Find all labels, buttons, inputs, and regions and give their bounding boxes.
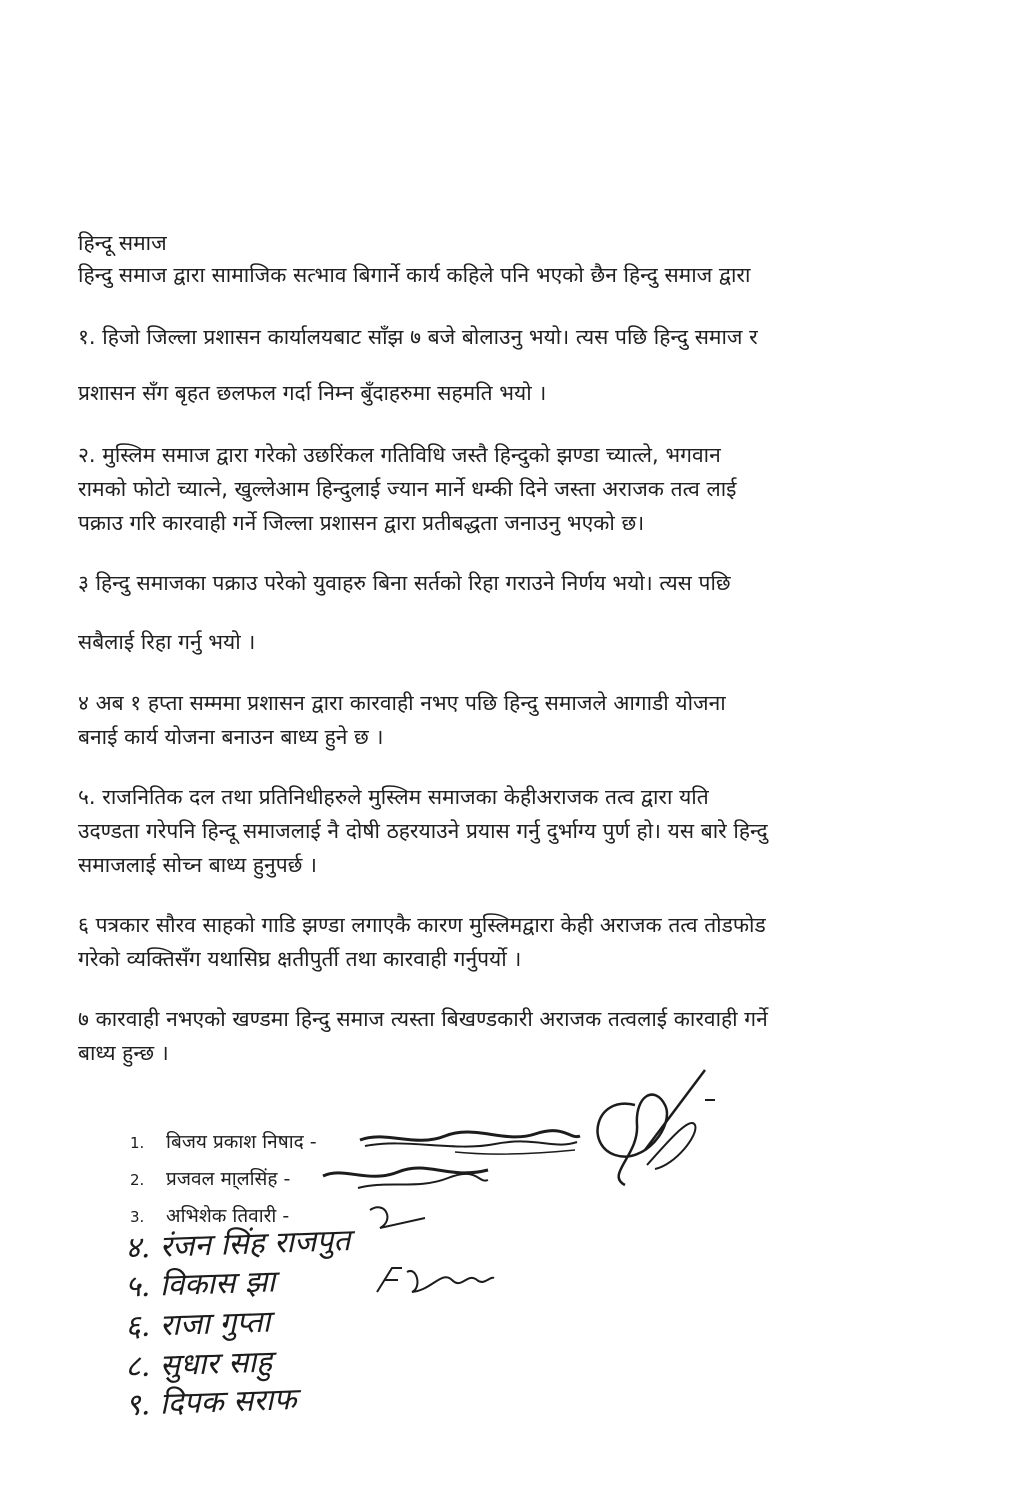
handwritten-signatory: ५. विकास झा (124, 1264, 276, 1305)
signature-large-flourish (575, 1065, 725, 1195)
document-line: ६ पत्रकार सौरव साहको गाडि झण्डा लगाएकै कारण मुस्लिमद्वारा केही अराजक तत्व तोडफोड (78, 913, 766, 937)
handwritten-signatory: ८. सुधार साहु (124, 1344, 273, 1385)
document-line: १. हिजो जिल्ला प्रशासन कार्यालयबाट साँझ ७ बजे बोलाउनु भयो। त्यस पछि हिन्दु समाज र (78, 325, 758, 349)
signatory-row (130, 1128, 317, 1154)
document-line: बाध्य हुन्छ । (78, 1041, 169, 1065)
document-line: रामको फोटो च्यात्ने, खुल्लेआम हिन्दुलाई ज्यान मार्ने धम्की दिने जस्ता अराजक तत्व लाई (78, 477, 737, 501)
document-line: ७ कारवाही नभएको खण्डमा हिन्दु समाज त्यस्ता बिखण्डकारी अराजक तत्वलाई कारवाही गर्ने (78, 1007, 768, 1031)
signatory-row (130, 1165, 290, 1191)
signature-english (372, 1262, 497, 1302)
signature-tick (365, 1200, 435, 1234)
document-line: हिन्दु समाज द्वारा सामाजिक सत्भाव बिगार्ने कार्य कहिले पनि भएको छैन हिन्दु समाज द्वारा (78, 263, 751, 287)
signature-scribble-2 (318, 1160, 493, 1196)
document-line: उदण्डता गरेपनि हिन्दू समाजलाई नै दोषी ठहरयाउने प्रयास गर्नु दुर्भाग्य पुर्ण हो। यस बारे हिन्दु (78, 819, 768, 843)
document-line: पक्राउ गरि कारवाही गर्ने जिल्ला प्रशासन द्वारा प्रतीबद्धता जनाउनु भएको छ। (78, 511, 645, 535)
document-line: बनाई कार्य योजना बनाउन बाध्य हुने छ । (78, 725, 384, 749)
handwritten-signatory: ४. रंजन सिंह राजपुत (124, 1223, 351, 1266)
signatory-name: अभिशेक तिवारी - (166, 1205, 290, 1227)
document-line: गरेको व्यक्तिसँग यथासिघ्र क्षतीपुर्ती तथा कारवाही गर्नुपर्यो । (78, 947, 522, 971)
handwritten-signatory: ६. राजा गुप्ता (124, 1304, 271, 1345)
document-line: प्रशासन सँग बृहत छलफल गर्दा निम्न बुँदाहरुमा सहमति भयो । (78, 381, 547, 405)
handwritten-signatory: ९. दिपक सराफ (124, 1382, 298, 1423)
document-line: ३ हिन्दु समाजका पक्राउ परेको युवाहरु बिना सर्तको रिहा गराउने निर्णय भयो। त्यस पछि (78, 571, 731, 595)
document-line: समाजलाई सोच्न बाध्य हुनुपर्छ । (78, 853, 317, 877)
signatory-number: 2. (130, 1171, 145, 1189)
document-line: ४ अब १ हप्ता सम्ममा प्रशासन द्वारा कारवाही नभए पछि हिन्दु समाजले आगाडी योजना (78, 691, 726, 715)
document-line: सबैलाई रिहा गर्नु भयो । (78, 630, 256, 654)
signature-scribble-1 (355, 1122, 585, 1162)
document-line: २. मुस्लिम समाज द्वारा गरेको उछरिंकल गतिविधि जस्तै हिन्दुको झण्डा च्यात्ले, भगवान (78, 443, 721, 467)
document-line: ५. राजनितिक दल तथा प्रतिनिधीहरुले मुस्लिम समाजका केहीअराजक तत्व द्वारा यति (78, 785, 709, 809)
document-heading: हिन्दू समाज (78, 231, 167, 255)
signatory-name: प्रजवल मा्लसिंह - (166, 1168, 291, 1190)
signatory-number: 3. (130, 1208, 145, 1226)
signatory-name: बिजय प्रकाश निषाद - (166, 1131, 317, 1153)
signatory-number: 1. (130, 1134, 145, 1152)
